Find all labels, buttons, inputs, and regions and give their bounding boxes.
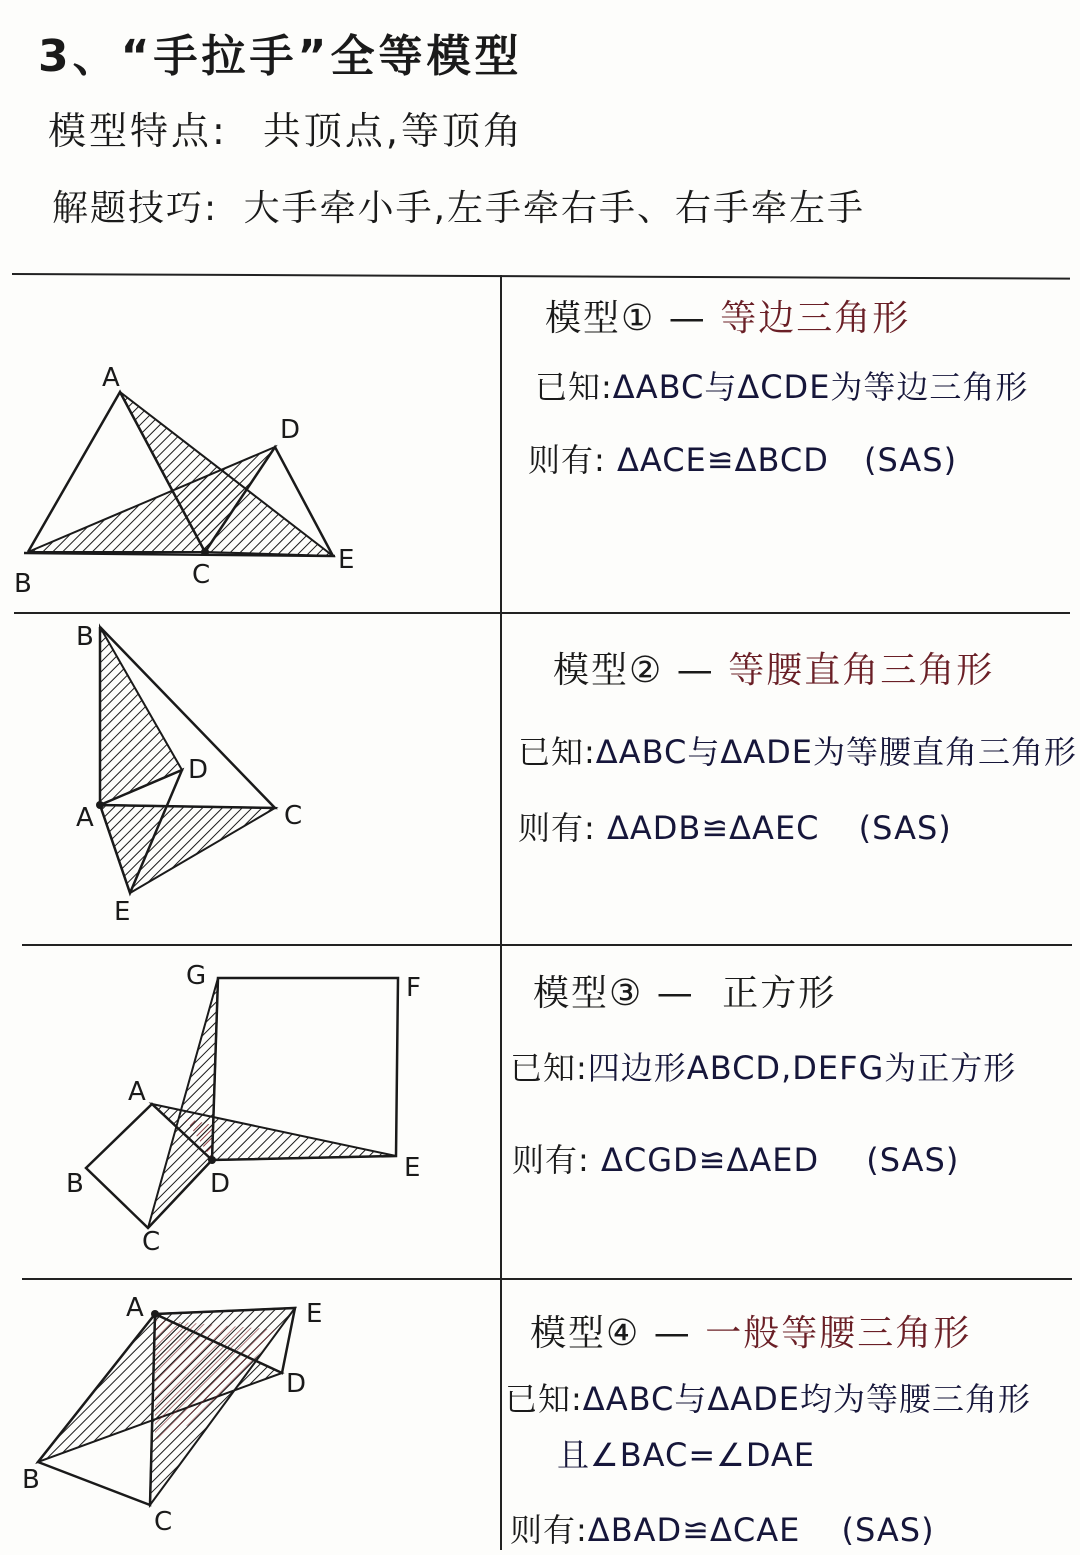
model-4-given-label: 已知:: [505, 1380, 583, 1418]
tip-label: 解题技巧:: [52, 188, 219, 229]
model-2-number: 模型②: [553, 650, 664, 691]
label-b3: B: [66, 1169, 84, 1199]
model-4-result-text: ΔBAD≌ΔCAE: [587, 1511, 801, 1549]
model-4-result: [510, 1505, 935, 1551]
label-a: A: [102, 363, 120, 393]
model-1-name: 等边三角形: [720, 298, 911, 339]
feature-label: 模型特点:: [48, 109, 228, 153]
label-b2: B: [76, 622, 94, 652]
label-a3: A: [128, 1077, 146, 1107]
label-d: D: [280, 415, 301, 445]
feature-text: 共顶点,等顶角: [262, 109, 524, 153]
model-2-dash: —: [676, 650, 715, 691]
model-1-given-text: ΔABC与ΔCDE为等边三角形: [612, 368, 1029, 406]
model-1-dash: —: [668, 298, 707, 339]
model-1-given: [535, 362, 1028, 408]
label-e3: E: [404, 1153, 421, 1183]
model-1-given-label: 已知:: [535, 368, 613, 406]
model-2-text: [553, 642, 994, 693]
model-4-dash: —: [653, 1313, 692, 1354]
label-c4: C: [154, 1507, 173, 1537]
label-c2: C: [284, 801, 303, 831]
model-3-name: 正方形: [722, 973, 837, 1014]
model-3-result-text: ΔCGD≌ΔAED: [600, 1141, 820, 1179]
model-4-given: [505, 1374, 1031, 1420]
model-4-figure: [0, 0, 500, 1555]
label-b: B: [14, 569, 32, 599]
label-e2: E: [114, 897, 131, 927]
column-divider: [500, 275, 502, 1550]
label-b4: B: [22, 1465, 40, 1495]
model-3-rule: (SAS): [866, 1141, 960, 1179]
model-4-name: 一般等腰三角形: [705, 1313, 972, 1354]
model-4-title: [530, 1305, 971, 1356]
label-c3: C: [142, 1227, 161, 1257]
label-e: E: [338, 545, 355, 575]
model-2-given: [518, 727, 1077, 773]
label-d4: D: [286, 1369, 307, 1399]
model-4-given2: [557, 1430, 815, 1476]
label-c: C: [192, 560, 211, 590]
model-4-rule: (SAS): [841, 1511, 935, 1549]
model-3-dash: —: [656, 973, 695, 1014]
label-d3: D: [210, 1169, 231, 1199]
model-1-title: [545, 290, 910, 341]
model-1-result: [528, 435, 957, 481]
label-d2: D: [188, 755, 209, 785]
page-title: 3、“手拉手”全等模型: [38, 31, 523, 82]
model-2-result-label: 则有:: [518, 809, 596, 847]
model-2-rule: (SAS): [858, 809, 952, 847]
model-4-result-label: 则有:: [510, 1511, 588, 1549]
label-a4: A: [126, 1293, 144, 1323]
model-3-given: [510, 1043, 1016, 1089]
label-e4: E: [306, 1299, 323, 1329]
model-3-given-label: 已知:: [510, 1049, 588, 1087]
model-1-result-label: 则有:: [528, 441, 606, 479]
model-2-given-text: ΔABC与ΔADE为等腰直角三角形: [595, 733, 1077, 771]
tip-text: 大手牵小手,左手牵右手、右手牵左手: [243, 188, 866, 229]
model-3-number: 模型③: [533, 973, 644, 1014]
model-3-result-label: 则有:: [512, 1141, 590, 1179]
label-a2: A: [76, 803, 94, 833]
model-1-number: 模型①: [545, 298, 656, 339]
model-1-text: [545, 290, 910, 341]
model-3-given-text: 四边形ABCD,DEFG为正方形: [587, 1049, 1017, 1087]
model-4-text: [530, 1305, 971, 1356]
model-1-rule: (SAS): [864, 441, 958, 479]
model-2-given-label: 已知:: [518, 733, 596, 771]
label-g3: G: [186, 961, 207, 991]
model-4-given2-text: 且∠BAC=∠DAE: [557, 1436, 816, 1474]
model-2-name: 等腰直角三角形: [728, 650, 995, 691]
point-a-dot-4: [151, 1310, 159, 1318]
model-3-text: [533, 965, 836, 1016]
model-4-given-text: ΔABC与ΔADE均为等腰三角形: [582, 1380, 1031, 1418]
model-4-number: 模型④: [530, 1313, 641, 1354]
model-3-title: [533, 965, 836, 1016]
model-1-result-text: ΔACE≌ΔBCD: [616, 441, 829, 479]
model-2-title: [553, 642, 994, 693]
label-f3: F: [406, 973, 421, 1003]
model-2-result-text: ΔADB≌ΔAEC: [606, 809, 820, 847]
model-2-result: [518, 803, 952, 849]
model-3-result: [512, 1135, 959, 1181]
